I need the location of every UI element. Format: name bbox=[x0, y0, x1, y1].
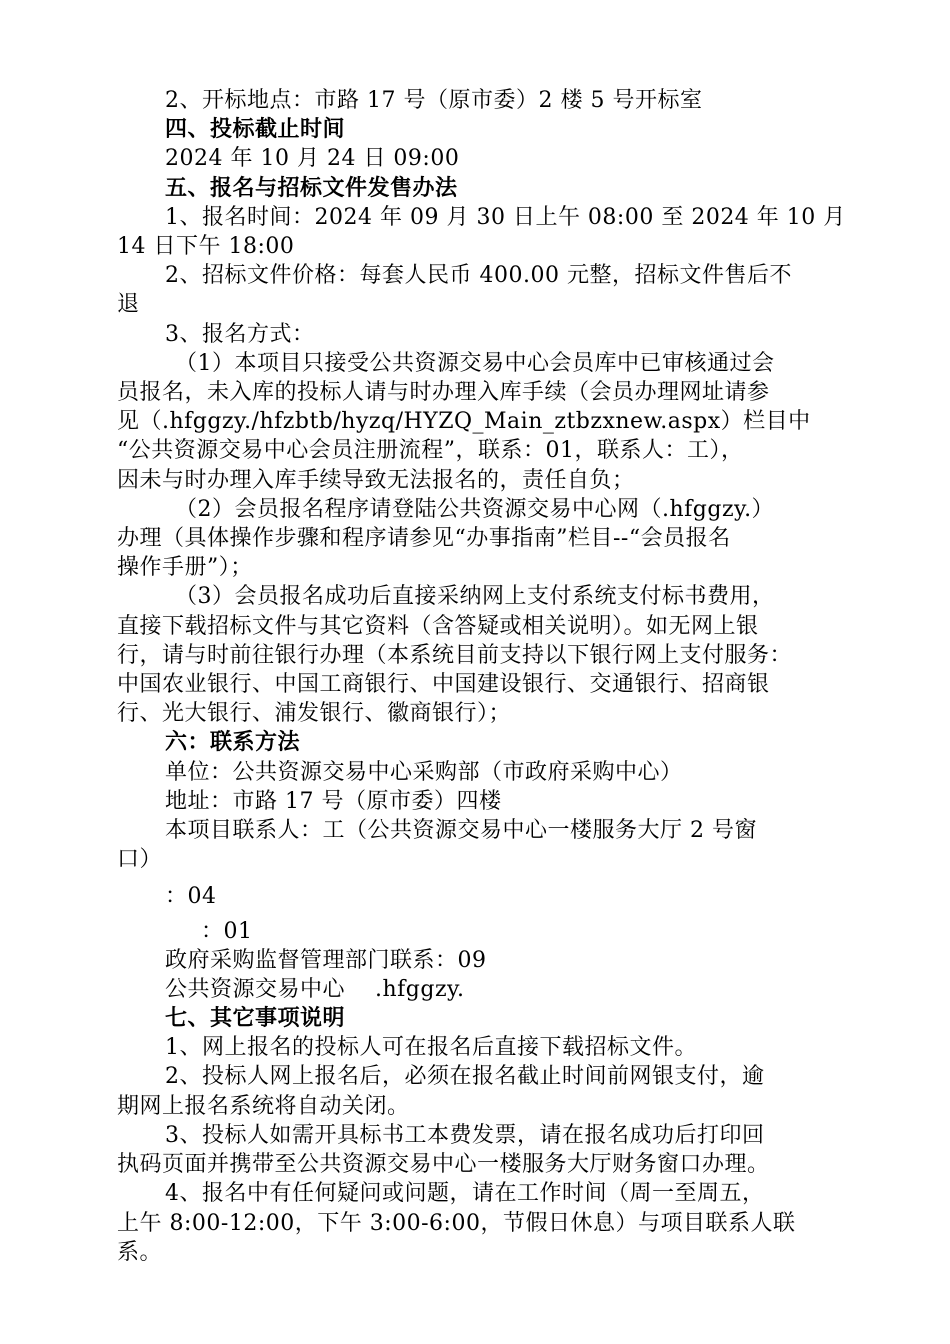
online-procedure-paragraph bbox=[117, 495, 857, 583]
note-item-2 bbox=[117, 1062, 857, 1120]
paragraph-line: 员报名，未入库的投标人请与时办理入库手续（会员办理网址请参 bbox=[117, 379, 770, 405]
paragraph-line: 退 bbox=[117, 292, 140, 318]
online-payment-paragraph bbox=[117, 582, 857, 728]
paragraph-line: 直接下载招标文件与其它资料（含答疑或相关说明）。如无网上银 bbox=[117, 613, 759, 639]
project-contact-paragraph bbox=[117, 816, 857, 874]
paragraph-line: 2、招标文件价格：每套人民币 400.00 元整，招标文件售后不 bbox=[165, 263, 792, 289]
note-item-1: 1、网上报名的投标人可在报名后直接下载招标文件。 bbox=[165, 1035, 697, 1061]
paragraph-line: 行，请与时前往银行办理（本系统目前支持以下银行网上支付服务： bbox=[117, 642, 793, 668]
paragraph-line: 办理（具体操作步骤和程序请参见“办事指南”栏目--“会员报名 bbox=[117, 525, 731, 551]
contact-address: 地址：市路 17 号（原市委）四楼 bbox=[165, 788, 502, 814]
paragraph-line: （3）会员报名成功后直接采纳网上支付系统支付标书费用， bbox=[175, 584, 775, 610]
resource-center-website: 公共资源交易中心 .hfggzy. bbox=[165, 976, 465, 1002]
paragraph-line: 中国农业银行、中国工商银行、中国建设银行、交通银行、招商银 bbox=[117, 671, 770, 697]
paragraph-line: “公共资源交易中心会员注册流程”，联系：01，联系人：工）， bbox=[117, 438, 744, 464]
section-heading-contact: 六：联系方法 bbox=[165, 729, 301, 756]
contact-unit: 单位：公共资源交易中心采购部（市政府采购中心） bbox=[165, 759, 683, 785]
registration-time-paragraph bbox=[117, 203, 857, 261]
paragraph-line: 期网上报名系统将自动关闭。 bbox=[117, 1093, 410, 1119]
document-price-paragraph bbox=[117, 261, 857, 319]
paragraph-line: 口） bbox=[117, 847, 163, 873]
paragraph-line: 14 日下午 18:00 bbox=[117, 233, 295, 259]
paragraph-line: 本项目联系人：工（公共资源交易中心一楼服务大厅 2 号窗 bbox=[165, 817, 757, 843]
paragraph-line: 2、投标人网上报名后，必须在报名截止时间前网银支付，逾 bbox=[165, 1064, 765, 1090]
section-heading-other-notes: 七、其它事项说明 bbox=[165, 1005, 346, 1032]
bid-deadline-date: 2024 年 10 月 24 日 09:00 bbox=[165, 146, 460, 172]
paragraph-line: 系。 bbox=[117, 1239, 163, 1265]
paragraph-line: 1、报名时间：2024 年 09 月 30 日上午 08:00 至 2024 年 10 月 bbox=[165, 204, 846, 230]
bid-opening-location: 2、开标地点：市路 17 号（原市委）2 楼 5 号开标室 bbox=[165, 88, 703, 113]
paragraph-line: （2）会员报名程序请登陆公共资源交易中心网（.hfggzy.） bbox=[175, 496, 775, 522]
paragraph-line: 执码页面并携带至公共资源交易中心一楼服务大厅财务窗口办理。 bbox=[117, 1152, 770, 1178]
supervision-contact: 政府采购监督管理部门联系：09 bbox=[165, 947, 487, 973]
paragraph-line: 3、投标人如需开具标书工本费发票，请在报名成功后打印回 bbox=[165, 1122, 765, 1148]
section-heading-bid-deadline: 四、投标截止时间 bbox=[165, 116, 346, 143]
paragraph-line: 行、光大银行、浦发银行、徽商银行）； bbox=[117, 701, 512, 727]
note-item-4 bbox=[117, 1179, 857, 1267]
paragraph-line: （1）本项目只接受公共资源交易中心会员库中已审核通过会 bbox=[175, 350, 775, 376]
member-registration-paragraph bbox=[117, 349, 857, 495]
paragraph-line: 4、报名中有任何疑问或问题，请在工作时间（周一至周五， bbox=[165, 1181, 765, 1207]
paragraph-line: 操作手册”）； bbox=[117, 555, 253, 581]
note-item-3 bbox=[117, 1121, 857, 1179]
contact-phone: ：04 bbox=[165, 884, 217, 910]
document-page bbox=[117, 86, 857, 1267]
paragraph-line: 上午 8:00-12:00，下午 3:00-6:00，节假日休息）与项目联系人联 bbox=[117, 1210, 796, 1236]
paragraph-line: 见（.hfggzy./hfzbtb/hyzq/HYZQ_Main_ztbzxnew.aspx）栏目中 bbox=[117, 409, 811, 435]
contact-fax: ：01 bbox=[201, 918, 253, 944]
section-heading-registration: 五、报名与招标文件发售办法 bbox=[165, 174, 458, 201]
paragraph-line: 因未与时办理入库手续导致无法报名的，责任自负； bbox=[117, 467, 635, 493]
registration-method-label: 3、报名方式： bbox=[165, 321, 315, 347]
